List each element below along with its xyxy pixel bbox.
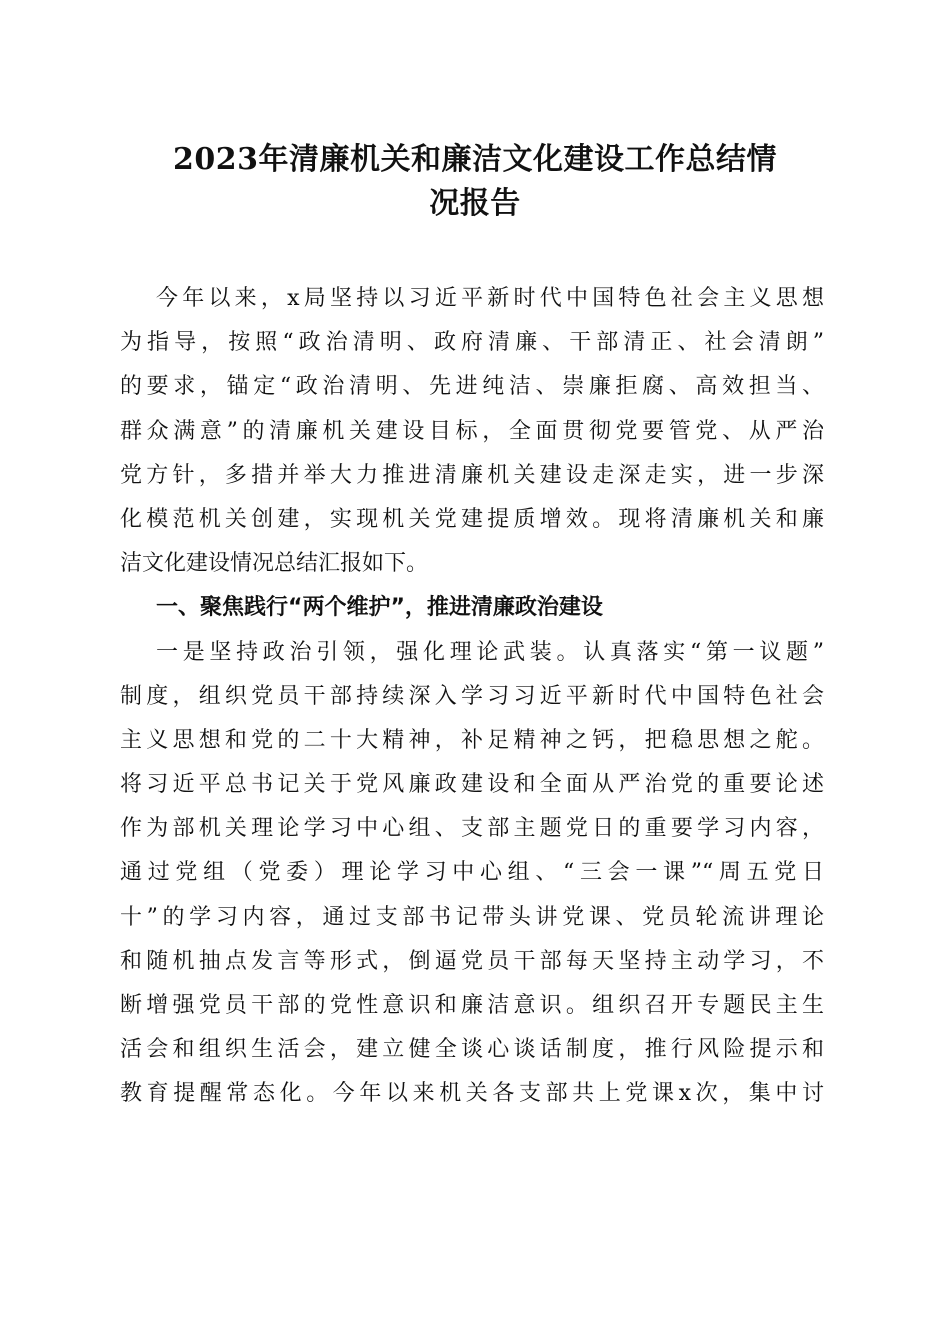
document-body — [120, 277, 824, 1117]
text-line: 主义思想和党的二十大精神，补足精神之钙，把稳思想之舵。 — [120, 727, 824, 753]
text-line: 制度，组织党员干部持续深入学习习近平新时代中国特色社会 — [120, 683, 824, 709]
text-line: 十”的学习内容，通过支部书记带头讲党课、党员轮流讲理论 — [120, 904, 824, 930]
text-line: 党方针，多措并举大力推进清廉机关建设走深走实，进一步深 — [120, 462, 824, 488]
text-line: 断增强党员干部的党性意识和廉洁意识。组织召开专题民主生 — [120, 993, 824, 1018]
intro-paragraph — [120, 277, 824, 586]
text-line: 为指导，按照“政治清明、政府清廉、干部清正、社会清朗” — [120, 330, 824, 356]
text-line: 一是坚持政治引领，强化理论武装。认真落实“第一议题” — [156, 639, 824, 665]
body-paragraph — [120, 631, 824, 1117]
document-title-line-2: 况报告 — [429, 186, 521, 221]
text-line: 和随机抽点发言等形式，倒逼党员干部每天坚持主动学习，不 — [120, 948, 824, 974]
text-line: 洁文化建设情况总结汇报如下。 — [120, 551, 429, 577]
text-line: 活会和组织生活会，建立健全谈心谈话制度，推行风险提示和 — [120, 1037, 824, 1063]
document-title-line-1: 2023年清廉机关和廉洁文化建设工作总结情 — [173, 142, 777, 177]
section-heading-text: 一、聚焦践行“两个维护”，推进清廉政治建设 — [156, 595, 603, 621]
section-heading — [120, 586, 824, 630]
text-line: 的要求，锚定“政治清明、先进纯洁、崇廉拒腐、高效担当、 — [120, 374, 824, 400]
text-line: 群众满意”的清廉机关建设目标，全面贯彻党要管党、从严治 — [120, 418, 824, 444]
text-line: 通过党组（党委）理论学习中心组、“三会一课”“周五党日 — [120, 860, 824, 886]
text-line: 今年以来，x局坚持以习近平新时代中国特色社会主义思想 — [156, 286, 824, 311]
text-line: 教育提醒常态化。今年以来机关各支部共上党课x次，集中讨 — [120, 1081, 824, 1107]
text-line: 将习近平总书记关于党风廉政建设和全面从严治党的重要论述 — [120, 772, 824, 798]
text-line: 作为部机关理论学习中心组、支部主题党日的重要学习内容， — [120, 816, 824, 842]
text-line: 化模范机关创建，实现机关党建提质增效。现将清廉机关和廉 — [120, 506, 824, 532]
